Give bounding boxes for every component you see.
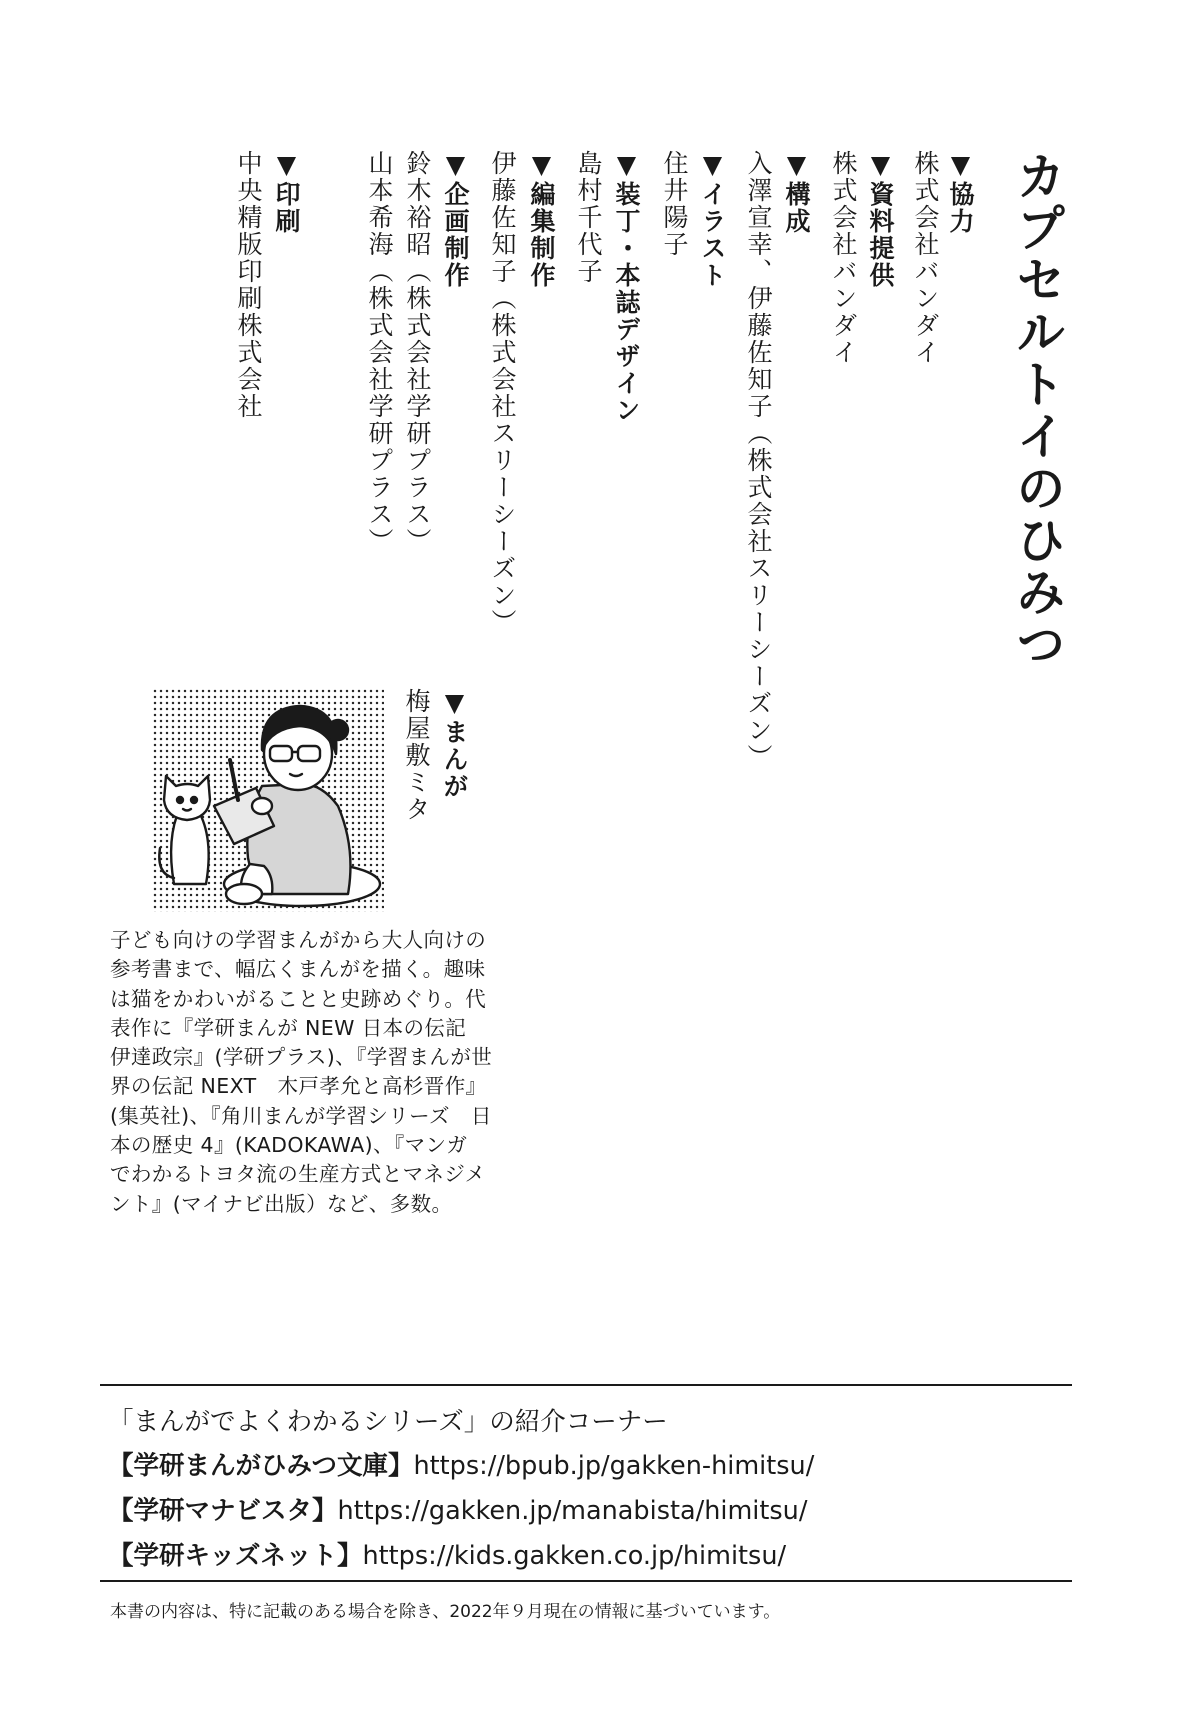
credit-value-planning-2: 山本希海（株式会社学研プラス） [365, 150, 394, 555]
book-title: カプセルトイのひみつ [1008, 150, 1066, 670]
credit-heading-editing: ▼編集制作 [527, 150, 556, 289]
credit-value-composition: 入澤宣幸、伊藤佐知子（株式会社スリーシーズン） [744, 150, 773, 771]
foot-shape [226, 884, 262, 904]
credit-value-editing: 伊藤佐知子（株式会社スリーシーズン） [488, 150, 517, 636]
series-box-top-rule [100, 1384, 1072, 1386]
credit-value-design: 島村千代子 [574, 150, 603, 285]
bio-line: ント』(マイナビ出版）など、多数。 [110, 1191, 453, 1216]
hand-shape [252, 798, 272, 814]
credit-heading-planning: ▼企画制作 [441, 150, 470, 289]
bio-line: は猫をかわいがることと史跡めぐり。代 [110, 986, 487, 1011]
manga-artist-name: 梅屋敷ミタ [402, 688, 431, 823]
bio-line: 子ども向けの学習まんがから大人向けの [110, 928, 487, 952]
stylus-shape [230, 760, 238, 800]
hair-bun [328, 720, 348, 740]
credit-heading-printing: ▼印刷 [272, 150, 301, 235]
credit-value-materials: 株式会社バンダイ [829, 150, 858, 366]
bio-line: 表作に『学研まんが NEW 日本の伝記 [110, 1015, 467, 1040]
footnote: 本書の内容は、特に記載のある場合を除き、2022年９月現在の情報に基づいています。 [110, 1602, 781, 1622]
series-box-bottom-rule [100, 1580, 1072, 1582]
series-link-label: 【学研キッズネット】 [108, 1541, 363, 1571]
series-link-kidsnet[interactable] [108, 1536, 786, 1572]
bio-line: 界の伝記 NEXT 木戸孝允と高杉晋作』 [110, 1074, 487, 1099]
series-link-url[interactable]: https://kids.gakken.co.jp/himitsu/ [362, 1541, 787, 1571]
credit-value-illustration: 住井陽子 [660, 150, 689, 258]
manga-heading: ▼まんが [440, 688, 469, 800]
credit-value-printing: 中央精版印刷株式会社 [234, 150, 263, 420]
cat-head [164, 776, 210, 820]
credit-value-planning-1: 鈴木裕昭（株式会社学研プラス） [403, 150, 432, 555]
credit-heading-cooperation: ▼協力 [946, 150, 975, 235]
series-link-url[interactable]: https://bpub.jp/gakken-himitsu/ [413, 1451, 815, 1481]
bio-line: (集英社)、『角川まんが学習シリーズ 日 [110, 1103, 492, 1128]
credit-value-cooperation: 株式会社バンダイ [911, 150, 940, 366]
cat-eye-right [191, 797, 197, 803]
series-link-url[interactable]: https://gakken.jp/manabista/himitsu/ [337, 1496, 808, 1526]
artist-bio [110, 926, 520, 1219]
series-link-manabista[interactable] [108, 1491, 807, 1527]
bio-line: でわかるトヨタ流の生産方式とマネジメ [110, 1162, 486, 1187]
credit-heading-illustration: ▼イラスト [698, 150, 727, 289]
credit-heading-design: ▼装丁・本誌デザイン [612, 150, 641, 424]
credit-heading-materials: ▼資料提供 [866, 150, 895, 289]
cat-eye-left [177, 797, 183, 803]
bio-line: 伊達政宗』(学研プラス)、『学習まんが世 [110, 1045, 493, 1070]
bio-line: 参考書まで、幅広くまんがを描く。趣味 [110, 957, 486, 982]
artist-portrait-illustration [152, 688, 384, 912]
bio-line: 本の歴史 4』(KADOKAWA)、『マンガ [110, 1133, 468, 1158]
credit-heading-composition: ▼構成 [782, 150, 811, 235]
series-link-label: 【学研マナビスタ】 [108, 1496, 338, 1526]
series-link-label: 【学研まんがひみつ文庫】 [108, 1451, 414, 1481]
series-box-title: 「まんがでよくわかるシリーズ」の紹介コーナー [108, 1407, 668, 1437]
series-link-himitsu-bunko[interactable] [108, 1446, 814, 1482]
